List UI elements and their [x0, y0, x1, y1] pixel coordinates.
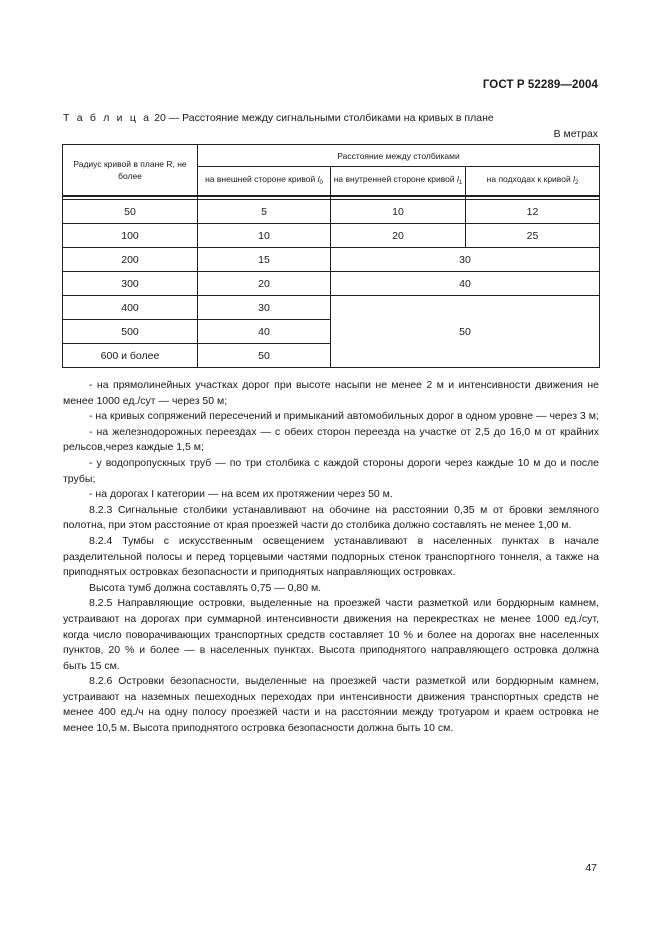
table-units: В метрах: [553, 128, 598, 140]
cell-inner-approach: 30: [331, 248, 600, 272]
body-text: [63, 378, 599, 737]
distance-table: [62, 144, 600, 368]
cell-outer: 50: [198, 344, 331, 368]
header-outer-side: на внешней стороне кривой $l_0$: [198, 167, 331, 197]
cell-radius: 100: [63, 224, 198, 248]
cell-radius: 50: [63, 200, 198, 224]
paragraph: - у водопропускных труб — по три столбика с каждой стороны дороги через каждые 10 м до и после трубы;: [63, 456, 599, 485]
cell-inner-approach-block: 50: [331, 296, 600, 368]
paragraph: - на кривых сопряжений пересечений и примыканий автомобильных дорог в одном уровне — через 3 м;: [89, 410, 599, 423]
header-distance-group: Расстояние между столбиками: [198, 145, 600, 167]
cell-radius: 600 и более: [63, 344, 198, 368]
table-caption-text: 20 — Расстояние между сигнальными столбиками на кривых в плане: [151, 112, 494, 124]
paragraph: 8.2.6 Островки безопасности, выделенные на проезжей части разметкой или бордюрным камнем, устраивают на наземных пешеходных переходах при интенсивности движения транспортных средств не менее 400 ед./ч на одну полосу проезжей части и на расстоянии между тротуаром и краем островка не менее 10,5 м. Высота приподнятого островка безопасности должна быть 10 см.: [63, 675, 599, 735]
cell-approach: 12: [466, 200, 600, 224]
header-radius: Радиус кривой в плане R, не более: [63, 145, 198, 197]
table-row: [63, 224, 600, 248]
table-row: [63, 296, 600, 320]
table-caption-label: Т а б л и ц а: [63, 112, 152, 124]
cell-outer: 20: [198, 272, 331, 296]
cell-radius: 400: [63, 296, 198, 320]
table-row: [63, 200, 600, 224]
cell-outer: 40: [198, 320, 331, 344]
paragraph: 8.2.3 Сигнальные столбики устанавливают на обочине на расстоянии 0,35 м от бровки земляного полотна, при этом расстояние от края проезжей части до столбика должно составлять не менее 1,00 м.: [63, 503, 599, 532]
cell-radius: 500: [63, 320, 198, 344]
cell-inner-approach: 40: [331, 272, 600, 296]
header-approach: на подходах к кривой $l_2$: [466, 167, 600, 197]
paragraph: - на дорогах I категории — на всем их протяжении через 50 м.: [89, 488, 393, 501]
cell-outer: 30: [198, 296, 331, 320]
paragraph: Высота тумб должна составлять 0,75 — 0,80 м.: [89, 581, 322, 594]
paragraph: - на прямолинейных участках дорог при высоте насыпи не менее 2 м и интенсивности движения не менее 1000 ед./сут — через 50 м;: [63, 379, 599, 407]
cell-radius: 200: [63, 248, 198, 272]
table-caption: [63, 112, 494, 124]
cell-inner: 20: [331, 224, 466, 248]
table-row: [63, 272, 600, 296]
cell-outer: 5: [198, 200, 331, 224]
page-number: 47: [585, 862, 597, 874]
table-row: [63, 248, 600, 272]
cell-approach: 25: [466, 224, 600, 248]
cell-radius: 300: [63, 272, 198, 296]
paragraph: 8.2.4 Тумбы с искусственным освещением устанавливают в населенных пунктах в начале разделительной полосы и перед торцевыми частями подпорных стенок транспортного тоннеля, а также на приподнятых островках безопасности и приподнятых направляющих островках.: [63, 534, 599, 579]
paragraph: 8.2.5 Направляющие островки, выделенные на проезжей части разметкой или бордюрным камнем, устраивают на дорогах при суммарной интенсивности движения на перекрестках не менее 1000 ед./сут, когда число поворачивающих транспортных средств составляет 10 % и более на дорогах вне населенных пунктов, 20 % и более — в населенных пунктах. Высота приподнятого направляющего островка должна быть 15 см.: [63, 597, 599, 672]
cell-outer: 10: [198, 224, 331, 248]
paragraph: - на железнодорожных переездах — с обеих сторон переезда на участке от 2,5 до 16,0 м от крайних рельсов,через каждые 1,5 м;: [63, 425, 599, 454]
header-inner-side: на внутренней стороне кривой $l_1$: [331, 167, 466, 197]
document-code: ГОСТ Р 52289—2004: [482, 79, 598, 91]
cell-inner: 10: [331, 200, 466, 224]
cell-outer: 15: [198, 248, 331, 272]
